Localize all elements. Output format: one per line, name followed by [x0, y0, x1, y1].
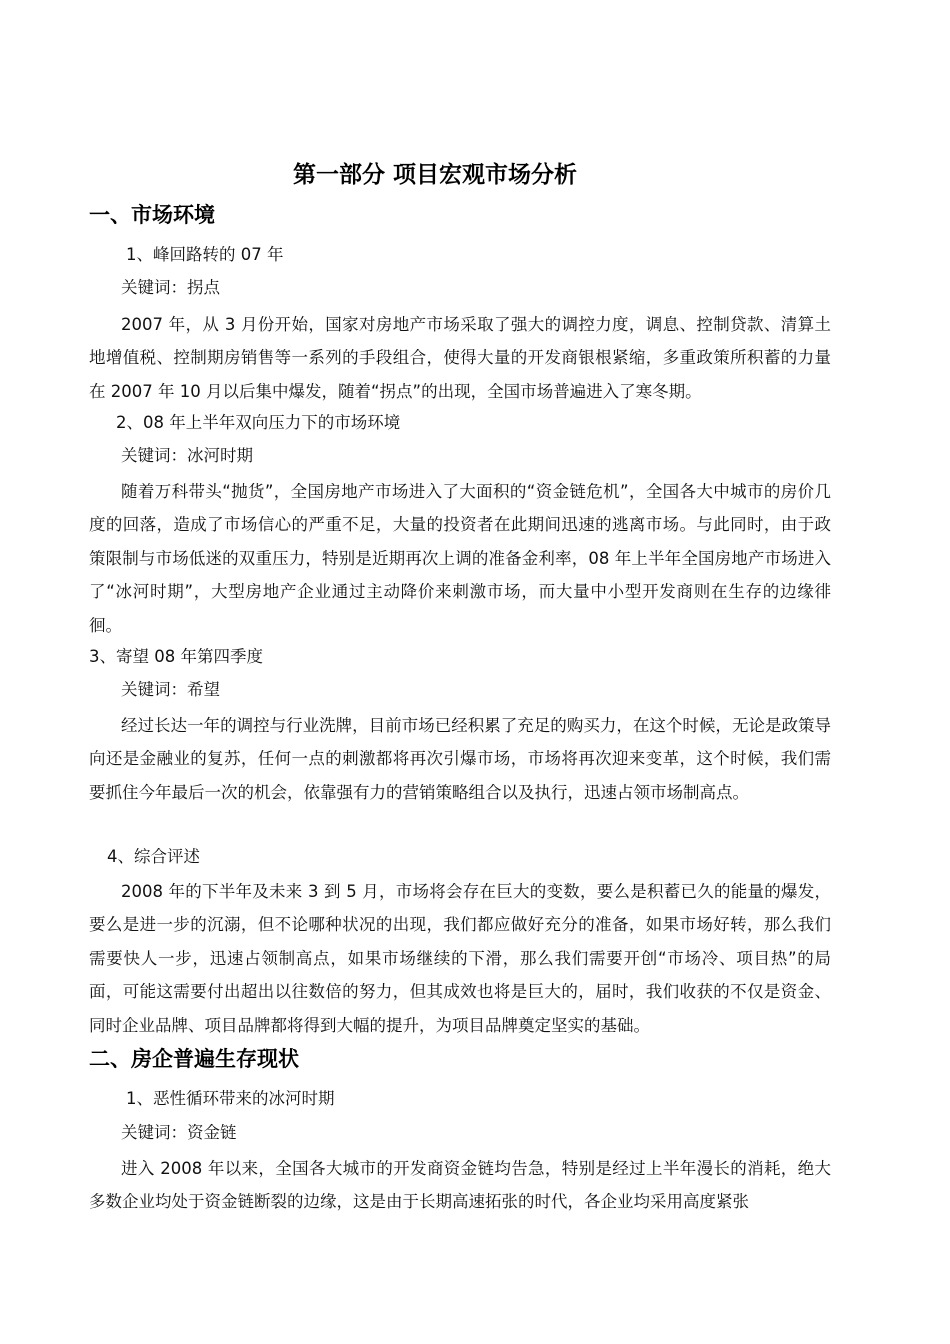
keyword-line-turning-point: 关键词：拐点: [121, 278, 220, 297]
paragraph-summary: 2008 年的下半年及未来 3 到 5 月，市场将会存在巨大的变数，要么是积蓄已久的能量的爆发，要么是进一步的沉溺，但不论哪种状况的出现，我们都应做好充分的准备，如果市场好转，那么我们需要快人一步，迅速占领制高点，如果市场继续的下滑，那么我们需要开创“市场冷、项目热”的局面，可能这需要付出超出以往数倍的努力，但其成效也将是巨大的，届时，我们收获的不仅是资金、同时企业品牌、项目品牌都将得到大幅的提升，为项目品牌奠定坚实的基础。: [89, 882, 831, 1035]
document-title: 第一部分 项目宏观市场分析: [292, 162, 577, 188]
paragraph-capital-chain: 进入 2008 年以来，全国各大城市的开发商资金链均告急，特别是经过上半年漫长的消耗，绝大多数企业均处于资金链断裂的边缘，这是由于长期高速拓张的时代，各企业均采用高度紧张: [89, 1159, 831, 1212]
subsection-heading-summary: 4、综合评述: [107, 847, 200, 866]
paragraph-q4: 经过长达一年的调控与行业洗牌，目前市场已经积累了充足的购买力，在这个时候，无论是政策导向还是金融业的复苏，任何一点的刺激都将再次引爆市场，市场将再次迎来变革，这个时候，我们需要抓住今年最后一次的机会，依靠强有力的营销策略组合以及执行，迅速占领市场制高点。: [89, 716, 831, 802]
paragraph-2008-h1: 随着万科带头“抛货”，全国房地产市场进入了大面积的“资金链危机”，全国各大中城市的房价几度的回落，造成了市场信心的严重不足，大量的投资者在此期间迅速的逃离市场。与此同时，由于政策限制与市场低迷的双重压力，特别是近期再次上调的准备金利率，08 年上半年全国房地产市场进入了“冰河时期”，大型房地产企业通过主动降价来刺激市场，而大量中小型开发商则在生存的边缘徘徊。: [89, 482, 831, 635]
keyword-line-capital-chain: 关键词：资金链: [121, 1123, 237, 1142]
subsection-heading-vicious-cycle: 1、恶性循环带来的冰河时期: [126, 1089, 335, 1108]
subsection-heading-2007: 1、峰回路转的 07 年: [126, 245, 284, 264]
paragraph-2007: 2007 年，从 3 月份开始，国家对房地产市场采取了强大的调控力度，调息、控制贷款、清算土地增值税、控制期房销售等一系列的手段组合，使得大量的开发商银根紧缩，多重政策所积蓄的力量在 2007 年 10 月以后集中爆发，随着“拐点”的出现，全国市场普遍进入了寒冬期。: [89, 315, 831, 401]
keyword-line-hope: 关键词：希望: [121, 680, 220, 699]
subsection-heading-q4: 3、寄望 08 年第四季度: [89, 647, 263, 666]
section-heading-market-environment: 一、市场环境: [89, 203, 215, 227]
section-heading-developer-status: 二、房企普遍生存现状: [89, 1047, 299, 1071]
keyword-line-ice-age: 关键词：冰河时期: [121, 446, 253, 465]
subsection-heading-2008-h1: 2、08 年上半年双向压力下的市场环境: [116, 413, 401, 432]
